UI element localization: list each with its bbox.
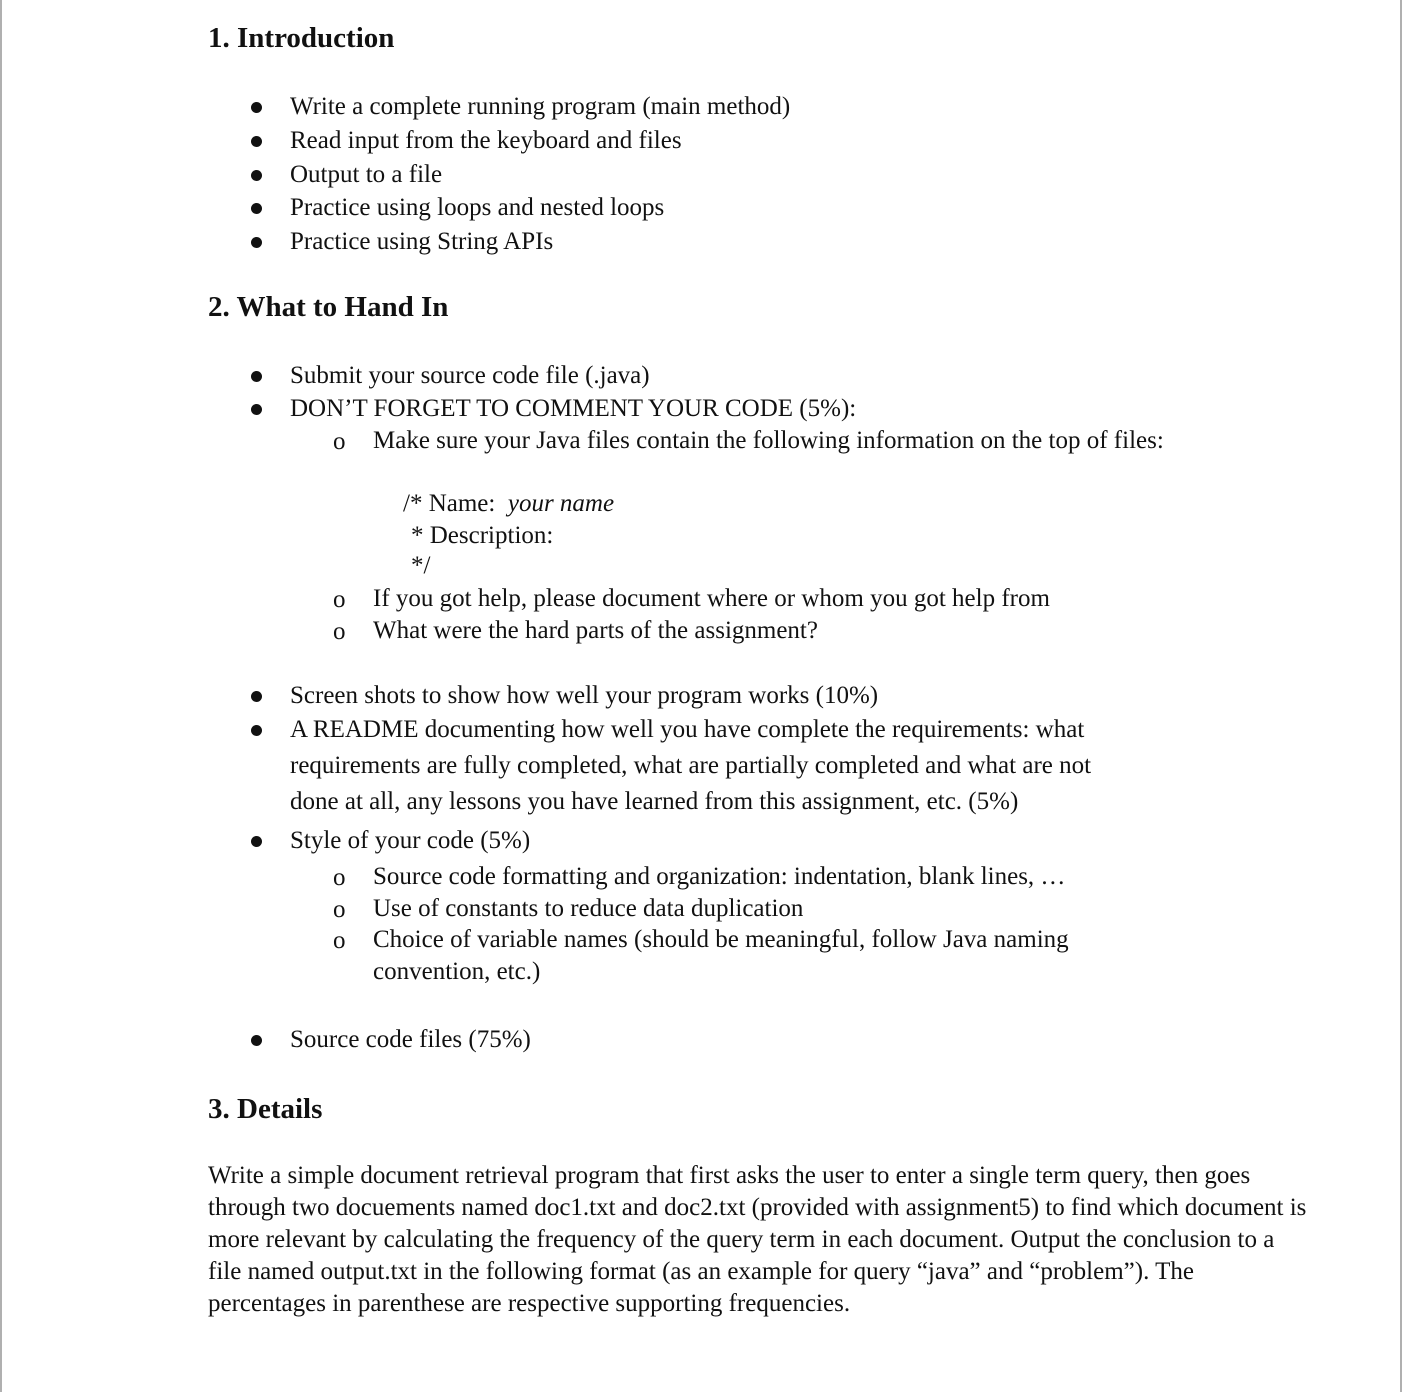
heading-introduction: 1. Introduction <box>208 22 395 54</box>
circle-bullet-icon: o <box>333 864 346 891</box>
style-sub-item: Source code formatting and organization: indentation, blank lines, … <box>373 863 1066 890</box>
bullet-icon <box>251 102 262 113</box>
handin-item-style: Style of your code (5%) <box>290 827 531 854</box>
handin-item-screenshots: Screen shots to show how well your program works (10%) <box>290 682 879 709</box>
handin-item-readme-line: requirements are fully completed, what are partially completed and what are not <box>290 752 1092 779</box>
comment-sub-item: What were the hard parts of the assignment? <box>373 617 818 644</box>
heading-details: 3. Details <box>208 1093 323 1125</box>
bullet-icon <box>251 404 262 415</box>
bullet-icon <box>251 1035 262 1046</box>
intro-item: Read input from the keyboard and files <box>290 127 682 154</box>
code-end-line: */ <box>411 552 431 579</box>
bullet-icon <box>251 371 262 382</box>
style-sub-item: Choice of variable names (should be meaningful, follow Java naming <box>373 926 1069 953</box>
circle-bullet-icon: o <box>333 618 346 645</box>
intro-item: Output to a file <box>290 161 443 188</box>
code-name-label: /* Name: <box>403 490 496 517</box>
handin-item-comment: DON’T FORGET TO COMMENT YOUR CODE (5%): <box>290 395 857 422</box>
handin-item-source: Source code files (75%) <box>290 1026 531 1053</box>
style-sub-item: Use of constants to reduce data duplication <box>373 895 804 922</box>
comment-sub-item: If you got help, please document where or whom you got help from <box>373 585 1050 612</box>
intro-item: Practice using String APIs <box>290 228 554 255</box>
comment-sub-item: Make sure your Java files contain the following information on the top of files: <box>373 427 1164 454</box>
bullet-icon <box>251 170 262 181</box>
bullet-icon <box>251 725 262 736</box>
circle-bullet-icon: o <box>333 428 346 455</box>
handin-item-readme-line: done at all, any lessons you have learned from this assignment, etc. (5%) <box>290 788 1019 815</box>
circle-bullet-icon: o <box>333 927 346 954</box>
bullet-icon <box>251 836 262 847</box>
details-paragraph: Write a simple document retrieval program that first asks the user to enter a single term query, then goes through two docuements named doc1.txt and doc2.txt (provided with assignment5) to find which document is more relevant by calculating the frequency of the query term in each document. Output the conclusion to a file named output.txt in the following format (as an example for query “java” and “problem”). The percentages in parenthese are respective supporting frequencies. <box>208 1162 1307 1317</box>
code-description-line: * Description: <box>411 522 554 549</box>
intro-item: Practice using loops and nested loops <box>290 194 665 221</box>
handin-item-submit: Submit your source code file (.java) <box>290 362 650 389</box>
bullet-icon <box>251 237 262 248</box>
bullet-icon <box>251 691 262 702</box>
style-sub-item-continuation: convention, etc.) <box>373 958 541 985</box>
code-name-value: your name <box>507 490 615 517</box>
page-border-left <box>0 0 2 1392</box>
circle-bullet-icon: o <box>333 896 346 923</box>
bullet-icon <box>251 203 262 214</box>
handin-item-readme-line: A README documenting how well you have complete the requirements: what <box>290 716 1085 743</box>
code-name-line <box>403 489 614 519</box>
intro-item: Write a complete running program (main method) <box>290 93 791 120</box>
bullet-icon <box>251 136 262 147</box>
circle-bullet-icon: o <box>333 586 346 613</box>
heading-what-to-hand-in: 2. What to Hand In <box>208 291 449 323</box>
